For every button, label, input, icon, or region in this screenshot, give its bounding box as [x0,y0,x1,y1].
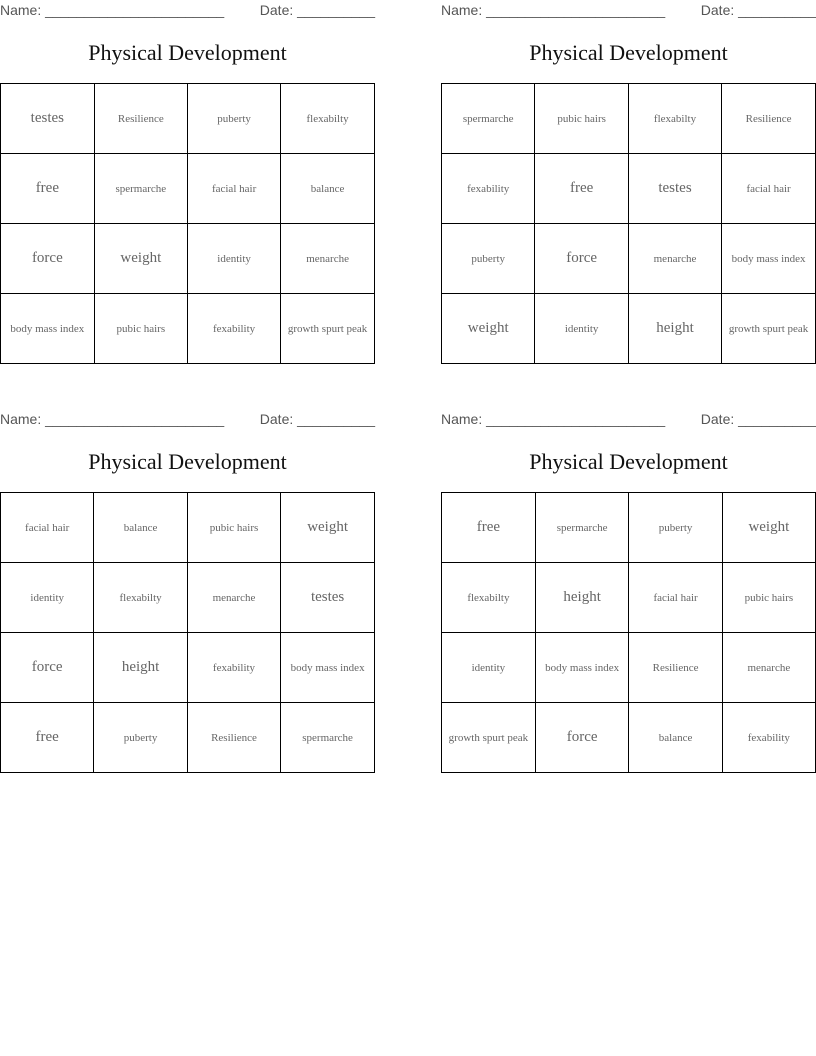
grid-row [442,224,816,294]
bingo-cell[interactable]: flexabilty [94,563,187,633]
bingo-cell[interactable]: weight [281,493,375,563]
bingo-cell[interactable]: testes [281,563,375,633]
grid-row [442,633,816,703]
bingo-cell[interactable]: free [442,493,536,563]
bingo-cell[interactable]: force [535,703,629,773]
grid-row [442,703,816,773]
bingo-cell[interactable]: spermarche [94,154,187,224]
card-title: Physical Development [529,40,728,65]
bingo-cell[interactable]: puberty [188,84,281,154]
bingo-cell[interactable]: puberty [629,493,722,563]
bingo-cell[interactable]: identity [535,294,628,364]
bingo-cell[interactable]: balance [281,154,375,224]
date-field[interactable]: Date: __________ [259,2,375,18]
bingo-cell[interactable]: weight [94,224,187,294]
header-row [0,411,375,429]
bingo-cell[interactable]: force [535,224,628,294]
bingo-cell[interactable]: force [1,633,94,703]
bingo-cell[interactable]: growth spurt peak [722,294,816,364]
bingo-cell[interactable]: body mass index [722,224,816,294]
bingo-cell[interactable]: testes [628,154,721,224]
bingo-cell[interactable]: growth spurt peak [442,703,536,773]
bingo-cell[interactable]: facial hair [722,154,816,224]
bingo-cell[interactable]: pubic hairs [722,563,815,633]
bingo-cell[interactable]: spermarche [442,84,535,154]
bingo-cell[interactable]: weight [442,294,535,364]
bingo-cell[interactable]: fexability [722,703,815,773]
bingo-cell[interactable]: facial hair [1,493,94,563]
bingo-cell[interactable]: identity [188,224,281,294]
grid-row [442,563,816,633]
bingo-cell[interactable]: facial hair [188,154,281,224]
date-field[interactable]: Date: __________ [700,411,816,427]
grid-row [442,154,816,224]
header-row [441,2,816,20]
bingo-cell[interactable]: body mass index [281,633,375,703]
grid-row [1,633,375,703]
bingo-cell[interactable]: height [94,633,187,703]
name-field[interactable]: Name: _______________________ [441,411,666,427]
bingo-cell[interactable]: fexability [442,154,535,224]
grid-row [1,154,375,224]
grid-row [1,493,375,563]
card-title: Physical Development [88,40,287,65]
grid-row [1,703,375,773]
date-field[interactable]: Date: __________ [259,411,375,427]
bingo-cell[interactable]: menarche [187,563,280,633]
bingo-grid [0,492,375,773]
bingo-cell[interactable]: height [535,563,629,633]
bingo-cell[interactable]: facial hair [629,563,722,633]
bingo-cell[interactable]: body mass index [1,294,95,364]
bingo-cell[interactable]: free [1,154,95,224]
grid-row [442,84,816,154]
bingo-cell[interactable]: Resilience [629,633,722,703]
bingo-cell[interactable]: balance [94,493,187,563]
bingo-cell[interactable]: Resilience [94,84,187,154]
bingo-cell[interactable]: Resilience [187,703,280,773]
bingo-cell[interactable]: menarche [628,224,721,294]
bingo-cell[interactable]: force [1,224,95,294]
bingo-cell[interactable]: weight [722,493,815,563]
bingo-cell[interactable]: spermarche [281,703,375,773]
card-title: Physical Development [88,449,287,474]
grid-row [1,224,375,294]
bingo-cell[interactable]: fexability [188,294,281,364]
bingo-grid [0,83,375,364]
grid-row [442,294,816,364]
grid-row [1,563,375,633]
date-field[interactable]: Date: __________ [700,2,816,18]
bingo-cell[interactable]: flexabilty [628,84,721,154]
bingo-cell[interactable]: balance [629,703,722,773]
bingo-cell[interactable]: flexabilty [442,563,536,633]
bingo-cell[interactable]: puberty [94,703,187,773]
bingo-cell[interactable]: identity [442,633,536,703]
bingo-cell[interactable]: Resilience [722,84,816,154]
bingo-cell[interactable]: growth spurt peak [281,294,375,364]
grid-row [1,294,375,364]
name-field[interactable]: Name: _______________________ [0,411,225,427]
bingo-grid [441,492,816,773]
name-field[interactable]: Name: _______________________ [0,2,225,18]
name-field[interactable]: Name: _______________________ [441,2,666,18]
bingo-cell[interactable]: spermarche [535,493,629,563]
bingo-cell[interactable]: pubic hairs [94,294,187,364]
grid-row [1,84,375,154]
card-title: Physical Development [529,449,728,474]
grid-row [442,493,816,563]
bingo-cell[interactable]: free [1,703,94,773]
bingo-cell[interactable]: puberty [442,224,535,294]
header-row [0,2,375,20]
bingo-cell[interactable]: testes [1,84,95,154]
bingo-grid [441,83,816,364]
bingo-cell[interactable]: body mass index [535,633,629,703]
bingo-cell[interactable]: height [628,294,721,364]
bingo-cell[interactable]: free [535,154,628,224]
bingo-cell[interactable]: pubic hairs [535,84,628,154]
bingo-cell[interactable]: fexability [187,633,280,703]
bingo-cell[interactable]: menarche [281,224,375,294]
bingo-cell[interactable]: identity [1,563,94,633]
bingo-cell[interactable]: menarche [722,633,815,703]
header-row [441,411,816,429]
bingo-cell[interactable]: pubic hairs [187,493,280,563]
bingo-cell[interactable]: flexabilty [281,84,375,154]
